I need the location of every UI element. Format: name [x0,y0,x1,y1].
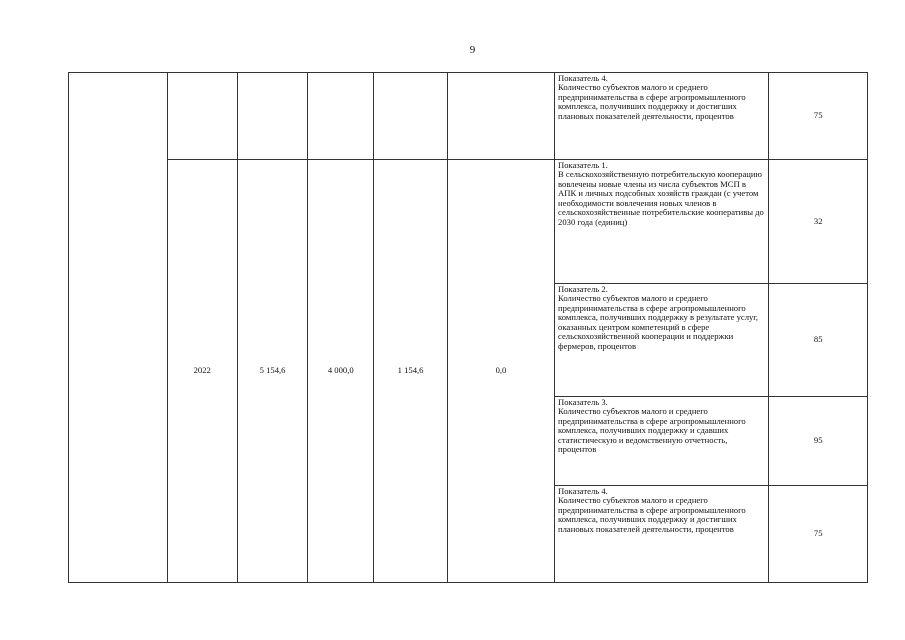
indicator-value: 85 [769,284,868,397]
amount-cell-3: 1 154,6 [374,160,448,583]
table-row [69,160,868,284]
indicator-text: Количество субъектов малого и среднего предпринимательства в сфере агропромышленного комплекса, получивших поддержку в результате услуг, оказанных центром компетенций в сфере сельскохозяйственной кооперации и поддержки фермеров, процентов [558,293,759,351]
amount-cell-4: 0,0 [447,160,554,583]
indicator-title: Показатель 4. [558,73,608,83]
empty-cell [308,73,374,160]
empty-cell [447,73,554,160]
indicator-value: 75 [769,486,868,583]
indicator-cell [555,284,769,397]
empty-cell [237,73,307,160]
indicator-cell [555,160,769,284]
indicator-text: Количество субъектов малого и среднего предпринимательства в сфере агропромышленного комплекса, получивших поддержку и сдавших статистическую и ведомственную отчетность, процентов [558,406,746,455]
indicator-text: Количество субъектов малого и среднего предпринимательства в сфере агропромышленного комплекса, получивших поддержку и достигших плановых показателей деятельности, процентов [558,82,746,121]
indicator-title: Показатель 2. [558,284,608,294]
indicator-cell [555,397,769,486]
total-amount-cell: 5 154,6 [237,160,307,583]
indicator-value: 75 [769,73,868,160]
indicator-cell [555,73,769,160]
indicator-text: В сельскохозяйственную потребительскую кооперацию вовлечены новые члены из числа субъектов МСП в АПК и личных подсобных хозяйств граждан (с учетом необходимости вовлечения новых членов в сельскохозяйственные потребительские кооперативы до 2030 года (единиц) [558,169,764,227]
indicator-title: Показатель 4. [558,486,608,496]
indicator-value: 32 [769,160,868,284]
indicator-title: Показатель 3. [558,397,608,407]
empty-cell [167,73,237,160]
page-number: 9 [469,44,476,56]
indicator-text: Количество субъектов малого и среднего предпринимательства в сфере агропромышленного комплекса, получивших поддержку и достигших плановых показателей деятельности, процентов [558,495,746,534]
year-cell: 2022 [167,160,237,583]
empty-cell [374,73,448,160]
indicator-title: Показатель 1. [558,160,608,170]
indicator-cell [555,486,769,583]
program-table [68,72,868,583]
empty-first-column-cell [69,73,168,583]
indicator-value: 95 [769,397,868,486]
table-row [69,73,868,160]
amount-cell-2: 4 000,0 [308,160,374,583]
